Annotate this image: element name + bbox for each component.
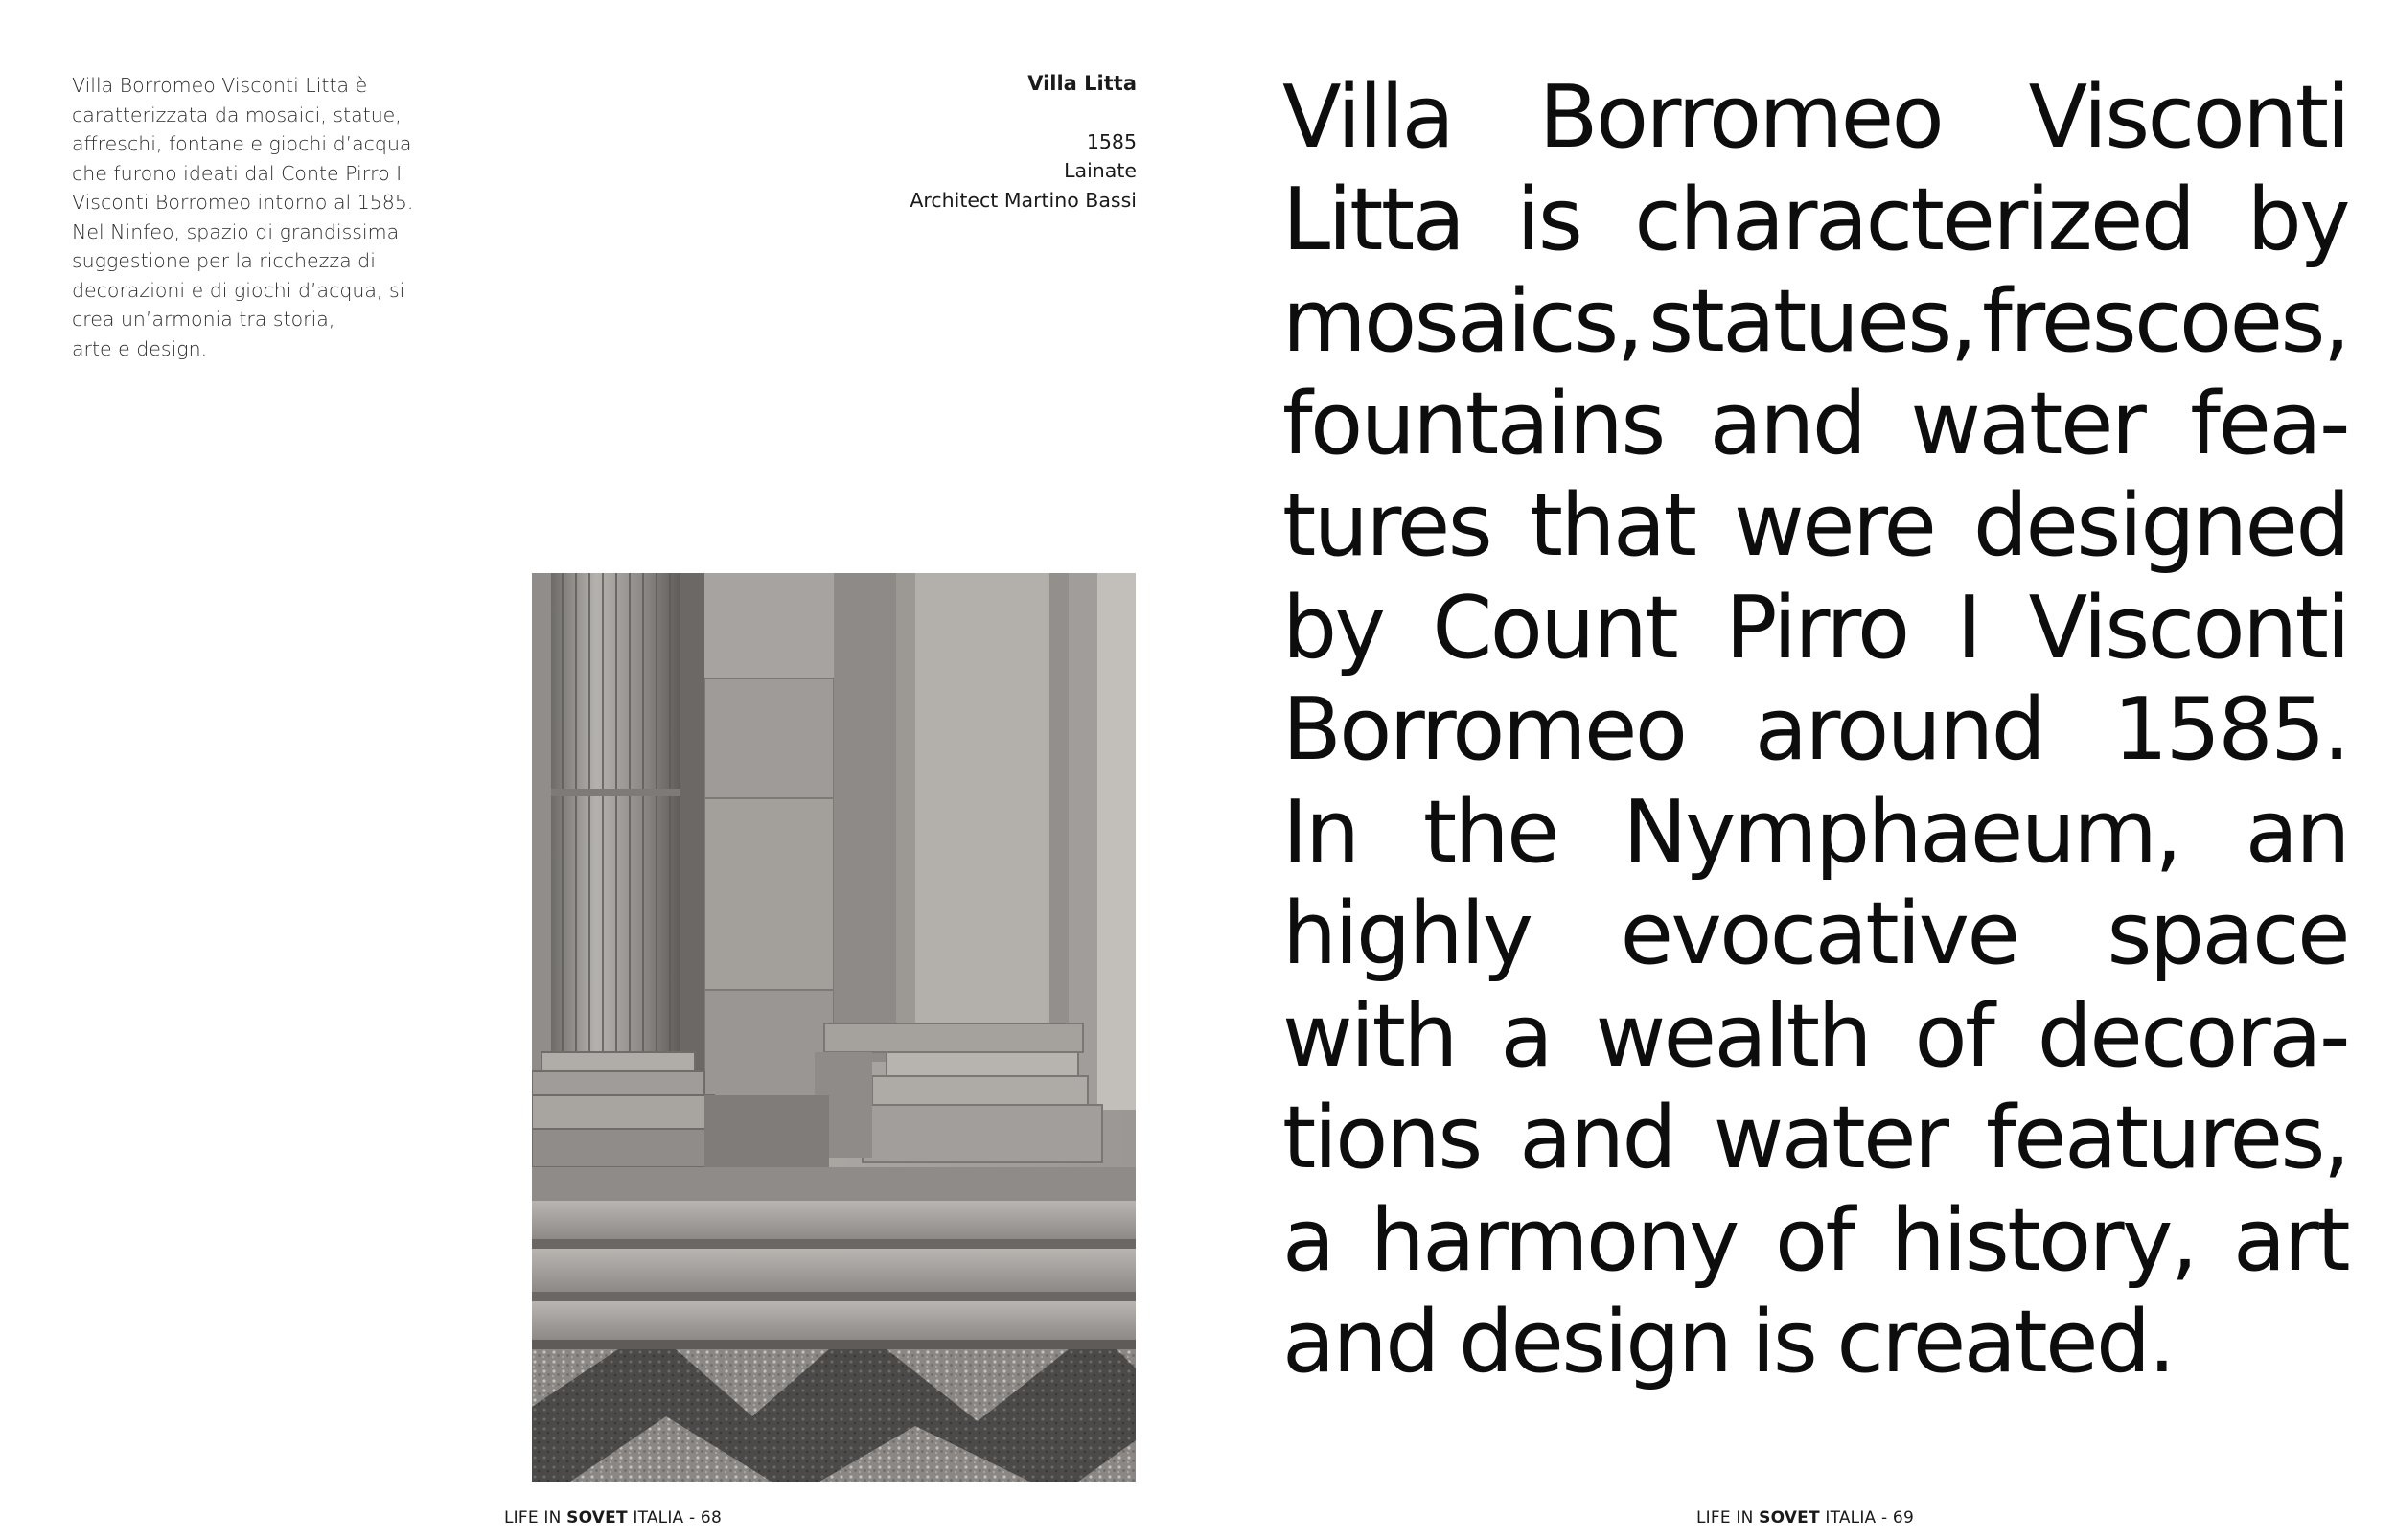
pull-quote-word: tions <box>1282 1088 1481 1188</box>
english-pull-quote <box>1282 67 2348 1394</box>
pull-quote-word: of <box>1914 985 1993 1087</box>
footer-brand: SOVET <box>1759 1508 1820 1528</box>
pull-quote-word: mosaics, <box>1282 271 1642 372</box>
pull-quote-word: In <box>1282 781 1358 883</box>
pull-quote-word: with <box>1282 985 1456 1087</box>
pull-quote-line <box>1282 986 2348 1089</box>
pull-quote-line <box>1282 1088 2348 1190</box>
pull-quote-word: an <box>2245 781 2348 883</box>
pull-quote-word: around <box>1754 679 2044 780</box>
intro-line: affreschi, fontane e giochi d’acqua <box>72 132 412 155</box>
pull-quote-word: art <box>2233 1189 2348 1291</box>
intro-line: Visconti Borromeo intorno al 1585. <box>72 191 414 214</box>
pull-quote-word: water <box>1910 373 2145 474</box>
pull-quote-word: by <box>2246 169 2348 270</box>
pull-quote-word: characterized <box>1634 169 2194 270</box>
page-footer-left <box>504 1508 722 1528</box>
project-info-block <box>910 69 1137 215</box>
pull-quote-line <box>1282 67 2348 170</box>
project-architect: Architect Martino Bassi <box>910 188 1137 212</box>
pull-quote-word: statues, <box>1648 271 1975 372</box>
pull-quote-word: fea- <box>2190 373 2348 474</box>
pull-quote-word: history, <box>1890 1189 2196 1291</box>
pull-quote-word: harmony <box>1370 1189 1738 1291</box>
pull-quote-word: decora- <box>2037 985 2348 1087</box>
pull-quote-word: tures <box>1282 475 1491 576</box>
pull-quote-word: Visconti <box>2028 67 2348 168</box>
pull-quote-word: a <box>1282 1189 1333 1291</box>
pull-quote-line <box>1282 782 2348 885</box>
pull-quote-word: designed <box>1972 475 2348 576</box>
footer-page-number: ITALIA - 68 <box>627 1508 722 1528</box>
intro-line: Villa Borromeo Visconti Litta è <box>72 74 368 97</box>
pull-quote-word: Litta <box>1282 169 1463 270</box>
footer-prefix: LIFE IN <box>504 1508 567 1528</box>
intro-line: suggestione per la ricchezza di <box>72 249 376 272</box>
pull-quote-word: Visconti <box>2028 577 2348 678</box>
project-title: Villa Litta <box>1027 72 1137 95</box>
pull-quote-word: is <box>1751 1292 1816 1392</box>
pull-quote-word: Borromeo <box>1538 67 1943 168</box>
footer-prefix: LIFE IN <box>1696 1508 1760 1528</box>
pull-quote-word: evocative <box>1620 884 2018 984</box>
intro-line: decorazioni e di giochi d’acqua, si <box>72 278 405 302</box>
pull-quote-word: the <box>1422 781 1558 883</box>
pull-quote-word: highly <box>1282 884 1532 984</box>
pull-quote-line <box>1282 679 2348 782</box>
pull-quote-line <box>1282 475 2348 578</box>
pull-quote-line <box>1282 374 2348 476</box>
pull-quote-word: is <box>1516 169 1581 270</box>
footer-brand: SOVET <box>566 1508 628 1528</box>
pull-quote-word: Count <box>1432 577 1677 678</box>
project-year: 1585 <box>1086 129 1137 153</box>
column-photo-illustration <box>532 573 1136 1482</box>
pull-quote-word: and <box>1709 373 1865 474</box>
pull-quote-line <box>1282 578 2348 680</box>
pull-quote-word: Nymphaeum, <box>1623 781 2180 883</box>
pull-quote-line <box>1282 170 2348 272</box>
pull-quote-word: 1585. <box>2112 679 2348 780</box>
pull-quote-line <box>1282 884 2348 986</box>
pull-quote-line <box>1282 271 2348 374</box>
pull-quote-word: space <box>2107 884 2348 984</box>
pull-quote-word: that <box>1529 475 1695 576</box>
pull-quote-word: by <box>1282 577 1384 678</box>
intro-line: crea un’armonia tra storia, <box>72 308 335 331</box>
footer-page-number: ITALIA - 69 <box>1819 1508 1914 1528</box>
pull-quote-word: fountains <box>1282 373 1664 474</box>
nymphaeum-column-photo <box>532 573 1136 1482</box>
intro-line: che furono ideati dal Conte Pirro I <box>72 161 403 185</box>
pull-quote-word: I <box>1956 577 1980 678</box>
pull-quote-word: Borromeo <box>1282 679 1686 780</box>
pull-quote-word: a <box>1500 985 1552 1087</box>
intro-line: Nel Ninfeo, spazio di grandissima <box>72 219 400 243</box>
pull-quote-word: Pirro <box>1725 577 1908 678</box>
pull-quote-word: water <box>1713 1088 1947 1188</box>
pull-quote-word: and <box>1519 1088 1675 1188</box>
pull-quote-word: design <box>1458 1292 1731 1392</box>
pull-quote-word: were <box>1734 475 1935 576</box>
italian-intro-paragraph <box>72 71 414 363</box>
pull-quote-word: frescoes, <box>1982 271 2348 372</box>
pull-quote-line <box>1282 1292 2348 1394</box>
pull-quote-word: of <box>1774 1189 1854 1291</box>
page-footer-right <box>1696 1508 1914 1528</box>
pull-quote-word: and <box>1282 1292 1438 1392</box>
pull-quote-line <box>1282 1190 2348 1293</box>
intro-line: arte e design. <box>72 336 208 360</box>
pull-quote-word: features, <box>1986 1088 2348 1188</box>
intro-line: caratterizzata da mosaici, statue, <box>72 103 402 126</box>
pull-quote-word: wealth <box>1595 985 1871 1087</box>
pull-quote-word: created. <box>1836 1292 2174 1392</box>
project-location: Lainate <box>1064 159 1137 182</box>
pull-quote-word: Villa <box>1282 67 1453 168</box>
